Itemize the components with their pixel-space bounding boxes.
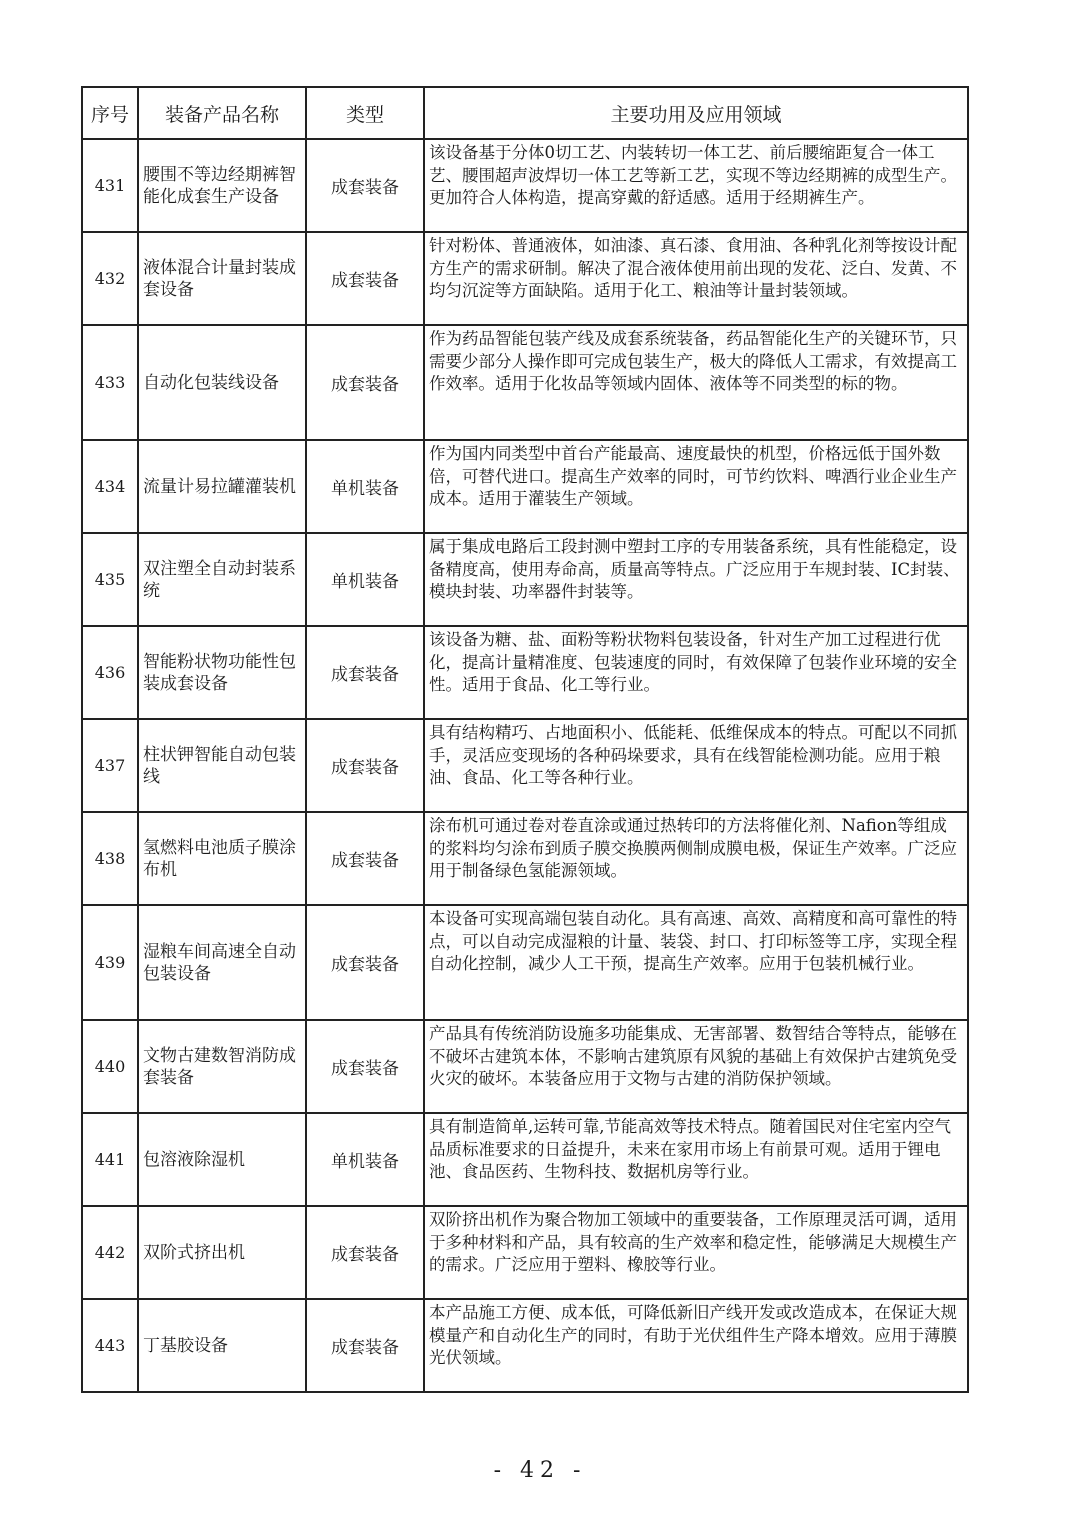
- header-name: 装备产品名称: [138, 87, 306, 139]
- table-row: [82, 325, 968, 440]
- table-row: [82, 905, 968, 1020]
- row-desc: 具有结构精巧、占地面积小、低能耗、低维保成本的特点。可配以不同抓手，灵活应变现场的各种码垛要求，具有在线智能检测功能。应用于粮油、食品、化工等各种行业。: [424, 719, 968, 812]
- header-type: 类型: [306, 87, 424, 139]
- row-name: 氢燃料电池质子膜涂布机: [138, 812, 306, 905]
- row-type: 成套装备: [306, 905, 424, 1020]
- row-no: 443: [82, 1299, 138, 1392]
- row-type: 成套装备: [306, 1299, 424, 1392]
- table-row: [82, 1113, 968, 1206]
- row-desc: 双阶挤出机作为聚合物加工领域中的重要装备，工作原理灵活可调，适用于多种材料和产品，具有较高的生产效率和稳定性，能够满足大规模生产的需求。广泛应用于塑料、橡胶等行业。: [424, 1206, 968, 1299]
- row-no: 435: [82, 533, 138, 626]
- row-name: 双阶式挤出机: [138, 1206, 306, 1299]
- row-desc: 涂布机可通过卷对卷直涂或通过热转印的方法将催化剂、Nafion等组成的浆料均匀涂布到质子膜交换膜两侧制成膜电极，保证生产效率。广泛应用于制备绿色氢能源领域。: [424, 812, 968, 905]
- row-name: 文物古建数智消防成套装备: [138, 1020, 306, 1113]
- row-type: 成套装备: [306, 325, 424, 440]
- row-type: 成套装备: [306, 719, 424, 812]
- table-row: [82, 533, 968, 626]
- row-no: 439: [82, 905, 138, 1020]
- row-no: 436: [82, 626, 138, 719]
- row-name: 丁基胶设备: [138, 1299, 306, 1392]
- row-name: 腰围不等边经期裤智能化成套生产设备: [138, 139, 306, 232]
- row-type: 成套装备: [306, 1206, 424, 1299]
- row-no: 432: [82, 232, 138, 325]
- row-desc: 具有制造简单,运转可靠,节能高效等技术特点。随着国民对住宅室内空气品质标准要求的日益提升，未来在家用市场上有前景可观。适用于锂电池、食品医药、生物科技、数据机房等行业。: [424, 1113, 968, 1206]
- row-no: 438: [82, 812, 138, 905]
- row-name: 智能粉状物功能性包装成套设备: [138, 626, 306, 719]
- row-type: 成套装备: [306, 1020, 424, 1113]
- row-no: 442: [82, 1206, 138, 1299]
- row-name: 液体混合计量封装成套设备: [138, 232, 306, 325]
- table-header-row: [82, 87, 968, 139]
- row-name: 双注塑全自动封装系统: [138, 533, 306, 626]
- row-type: 成套装备: [306, 812, 424, 905]
- row-no: 441: [82, 1113, 138, 1206]
- table-row: [82, 812, 968, 905]
- header-no: 序号: [82, 87, 138, 139]
- table-row: [82, 1206, 968, 1299]
- row-desc: 属于集成电路后工段封测中塑封工序的专用装备系统，具有性能稳定，设备精度高，使用寿命高，质量高等特点。广泛应用于车规封装、IC封装、模块封装、功率器件封装等。: [424, 533, 968, 626]
- row-type: 单机装备: [306, 440, 424, 533]
- row-desc: 作为药品智能包装产线及成套系统装备，药品智能化生产的关键环节，只需要少部分人操作即可完成包装生产，极大的降低人工需求，有效提高工作效率。适用于化妆品等领域内固体、液体等不同类型的标的物。: [424, 325, 968, 440]
- row-type: 单机装备: [306, 533, 424, 626]
- row-type: 成套装备: [306, 139, 424, 232]
- row-desc: 产品具有传统消防设施多功能集成、无害部署、数智结合等特点，能够在不破坏古建筑本体，不影响古建筑原有风貌的基础上有效保护古建筑免受火灾的破坏。本装备应用于文物与古建的消防保护领域。: [424, 1020, 968, 1113]
- row-type: 成套装备: [306, 626, 424, 719]
- row-name: 柱状钾智能自动包装线: [138, 719, 306, 812]
- row-no: 434: [82, 440, 138, 533]
- row-no: 437: [82, 719, 138, 812]
- table-row: [82, 139, 968, 232]
- table-row: [82, 719, 968, 812]
- row-no: 433: [82, 325, 138, 440]
- row-name: 流量计易拉罐灌装机: [138, 440, 306, 533]
- page-number: - 42 -: [493, 1458, 587, 1483]
- table-row: [82, 440, 968, 533]
- row-name: 自动化包装线设备: [138, 325, 306, 440]
- table-row: [82, 1299, 968, 1392]
- row-desc: 该设备为糖、盐、面粉等粉状物料包装设备，针对生产加工过程进行优化，提高计量精准度、包装速度的同时，有效保障了包装作业环境的安全性。适用于食品、化工等行业。: [424, 626, 968, 719]
- table-row: [82, 1020, 968, 1113]
- equipment-table: [81, 86, 969, 1393]
- row-desc: 本设备可实现高端包装自动化。具有高速、高效、高精度和高可靠性的特点，可以自动完成湿粮的计量、装袋、封口、打印标签等工序，实现全程自动化控制，减少人工干预，提高生产效率。应用于包装机械行业。: [424, 905, 968, 1020]
- row-no: 440: [82, 1020, 138, 1113]
- table-row: [82, 232, 968, 325]
- row-type: 单机装备: [306, 1113, 424, 1206]
- row-no: 431: [82, 139, 138, 232]
- row-desc: 针对粉体、普通液体，如油漆、真石漆、食用油、各种乳化剂等按设计配方生产的需求研制。解决了混合液体使用前出现的发花、泛白、发黄、不均匀沉淀等方面缺陷。适用于化工、粮油等计量封装领域。: [424, 232, 968, 325]
- table-row: [82, 626, 968, 719]
- row-name: 湿粮车间高速全自动包装设备: [138, 905, 306, 1020]
- row-desc: 本产品施工方便、成本低，可降低新旧产线开发或改造成本，在保证大规模量产和自动化生产的同时，有助于光伏组件生产降本增效。应用于薄膜光伏领域。: [424, 1299, 968, 1392]
- header-desc: 主要功用及应用领域: [424, 87, 968, 139]
- row-desc: 该设备基于分体0切工艺、内装转切一体工艺、前后腰缩距复合一体工艺、腰围超声波焊切一体工艺等新工艺，实现不等边经期裤的成型生产。更加符合人体构造，提高穿戴的舒适感。适用于经期裤生产。: [424, 139, 968, 232]
- row-type: 成套装备: [306, 232, 424, 325]
- row-desc: 作为国内同类型中首台产能最高、速度最快的机型，价格远低于国外数倍，可替代进口。提高生产效率的同时，可节约饮料、啤酒行业企业生产成本。适用于灌装生产领域。: [424, 440, 968, 533]
- row-name: 包溶液除湿机: [138, 1113, 306, 1206]
